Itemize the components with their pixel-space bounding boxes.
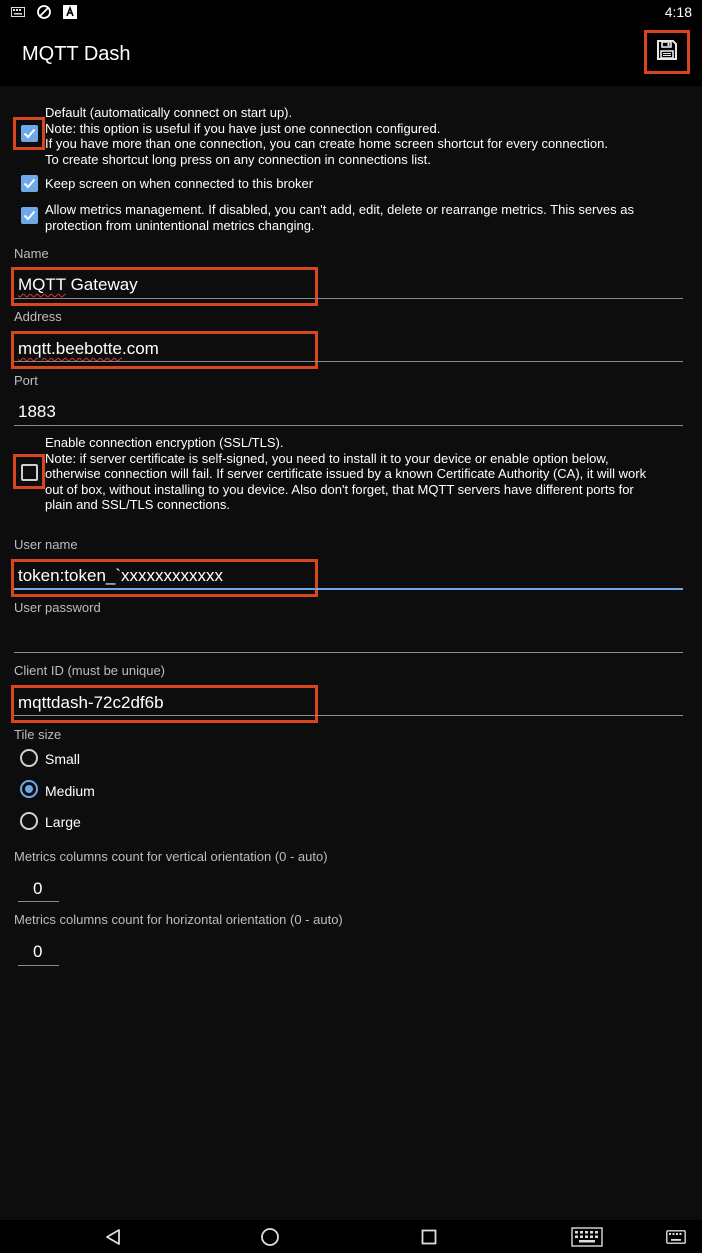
ssl-checkbox[interactable] xyxy=(21,464,38,481)
allow-metrics-checkbox[interactable] xyxy=(21,207,38,224)
allow-metrics-line: protection from unintentional metrics changing. xyxy=(45,217,315,233)
user-name-underline xyxy=(14,588,683,590)
keyboard-switch-button[interactable] xyxy=(570,1225,604,1249)
ssl-option-line: otherwise connection will fail. If server certificate issued by a known Certificate Authority (CA), it will work xyxy=(45,466,647,481)
user-name-highlight xyxy=(11,559,318,597)
tile-size-large-label: Large xyxy=(45,814,81,830)
ssl-option-text xyxy=(45,435,646,513)
vertical-columns-input[interactable]: 0 xyxy=(33,879,43,898)
tile-size-label: Tile size xyxy=(14,727,62,742)
client-id-underline xyxy=(14,715,683,716)
address-underline xyxy=(14,361,683,362)
port-input[interactable]: 1883 xyxy=(18,402,56,421)
address-highlight xyxy=(11,331,318,369)
client-id-label: Client ID (must be unique) xyxy=(14,663,166,678)
horizontal-columns-label: Metrics columns count for horizontal orientation (0 - auto) xyxy=(14,912,343,927)
app-bar xyxy=(0,24,702,86)
status-time: 4:18 xyxy=(664,4,692,20)
tile-size-large-radio[interactable] xyxy=(20,812,38,830)
ssl-option-line: out of box, without installing to you device. Also don't forget, that MQTT servers have different ports for xyxy=(45,481,634,497)
recents-button[interactable] xyxy=(417,1225,441,1249)
user-password-underline xyxy=(14,652,683,653)
address-value-rest: .com xyxy=(121,339,159,358)
user-name-label: User name xyxy=(14,537,78,552)
keep-screen-on-label: Keep screen on when connected to this broker xyxy=(45,176,314,191)
recents-icon xyxy=(421,1229,437,1245)
address-value-spell: mqtt.beebotte xyxy=(18,339,122,358)
vertical-columns-label: Metrics columns count for vertical orientation (0 - auto) xyxy=(14,849,328,864)
tile-size-medium-label: Medium xyxy=(45,783,95,799)
name-value-rest: Gateway xyxy=(65,275,138,294)
home-icon xyxy=(260,1227,280,1247)
ssl-option-line: Note: if server certificate is self-signed, you need to install it to your device or enable option below, xyxy=(45,450,609,466)
name-value-spell: MQTT xyxy=(18,275,66,294)
name-highlight xyxy=(11,267,318,306)
default-option-line: If you have more than one connection, you can create home screen shortcut for every connection. xyxy=(45,136,608,151)
save-icon xyxy=(655,38,679,67)
port-underline xyxy=(14,425,683,426)
keyboard-button[interactable] xyxy=(664,1225,688,1249)
ssl-option-line: plain and SSL/TLS connections. xyxy=(45,497,231,512)
status-bar xyxy=(0,0,702,24)
home-button[interactable] xyxy=(258,1225,282,1249)
horizontal-columns-input[interactable]: 0 xyxy=(33,942,43,961)
back-button[interactable] xyxy=(101,1225,125,1249)
keyboard-switch-icon xyxy=(571,1227,603,1247)
default-option-text xyxy=(45,105,608,167)
keyboard-icon xyxy=(666,1230,686,1244)
client-id-highlight xyxy=(11,685,318,723)
default-checkbox[interactable] xyxy=(21,125,38,142)
user-password-label: User password xyxy=(14,600,101,615)
user-name-input[interactable]: token:token_`xxxxxxxxxxxx xyxy=(18,566,224,585)
allow-metrics-text xyxy=(45,202,634,233)
connection-form xyxy=(0,86,702,1220)
port-label: Port xyxy=(14,373,38,388)
font-a-icon xyxy=(62,4,78,20)
check-icon xyxy=(23,178,36,189)
check-icon xyxy=(23,210,36,221)
vertical-columns-underline xyxy=(18,901,59,902)
name-underline xyxy=(14,298,683,299)
allow-metrics-line: Allow metrics management. If disabled, you can't add, edit, delete or rearrange metrics. This serves as xyxy=(45,202,634,217)
horizontal-columns-underline xyxy=(18,965,59,966)
tile-size-small-label: Small xyxy=(45,751,81,767)
ssl-option-line: Enable connection encryption (SSL/TLS). xyxy=(45,435,284,450)
tile-size-small-radio[interactable] xyxy=(20,749,38,767)
default-option-line: To create shortcut long press on any connection in connections list. xyxy=(45,151,431,167)
rotation-icon xyxy=(36,4,52,20)
client-id-input[interactable]: mqttdash-72c2df6b xyxy=(18,693,164,712)
save-button[interactable] xyxy=(644,30,690,74)
user-password-input[interactable] xyxy=(18,629,678,651)
page-title: MQTT Dash xyxy=(22,43,131,65)
back-icon xyxy=(104,1228,122,1246)
keyboard-icon xyxy=(10,4,26,20)
keep-screen-on-checkbox[interactable] xyxy=(21,175,38,192)
name-label: Name xyxy=(14,246,49,261)
status-icons xyxy=(10,4,78,20)
check-icon xyxy=(23,128,36,139)
tile-size-medium-radio[interactable] xyxy=(20,780,38,798)
default-option-line: Default (automatically connect on start up). xyxy=(45,105,293,120)
default-option-line: Note: this option is useful if you have just one connection configured. xyxy=(45,120,441,136)
navigation-bar xyxy=(0,1220,702,1253)
address-label: Address xyxy=(14,309,62,324)
